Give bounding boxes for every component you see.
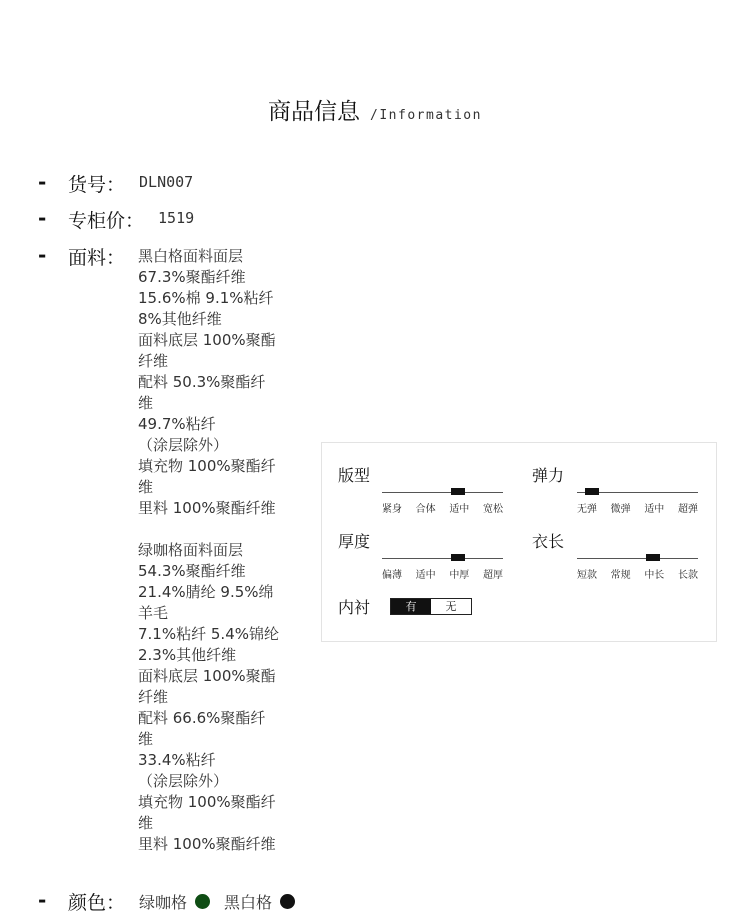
fabric-line: 纤维 [138,352,169,370]
scale-option: 适中 [449,504,470,515]
color-swatch-icon [280,894,295,909]
scale-option: 中长 [644,570,665,581]
fabric-line: 维 [138,814,154,832]
fabric-line: 21.4%腈纶 9.5%绵 [138,583,274,601]
scale-option: 短款 [577,570,597,581]
attr-elasticity-label: 弹力 [532,466,565,485]
price-value: 1519 [158,209,195,227]
fabric-line: 填充物 100%聚酯纤 [138,793,276,811]
fabric-line: 填充物 100%聚酯纤 [138,457,276,475]
fabric-line: 15.6%棉 9.1%粘纤 [138,289,274,307]
scale-option: 长款 [677,570,698,581]
fit-scale [382,470,503,515]
scale-option: 超弹 [677,504,698,515]
title-subtitle: /Information [370,108,482,123]
fabric-line: 8%其他纤维 [138,310,222,328]
color-swatch-icon [195,894,210,909]
attr-elasticity [532,463,698,513]
elasticity-scale [577,470,698,515]
fabric-line: （涂层除外） [138,436,229,454]
fabric-line: 里料 100%聚酯纤维 [138,835,276,853]
scale-option: 合体 [415,504,436,515]
fabric-line: 里料 100%聚酯纤维 [138,499,276,517]
fabric-line: 67.3%聚酯纤维 [138,268,246,286]
scale-option: 超厚 [482,570,503,581]
scale-marker-icon [451,488,465,495]
scale-option: 中厚 [449,570,470,581]
scale-option: 微弹 [610,504,631,515]
scale-option: 宽松 [482,504,503,515]
scale-option: 无弹 [577,504,597,515]
lining-option: 有 [391,599,431,614]
scale-options [577,500,698,515]
thickness-scale [382,536,503,581]
attr-lining-label: 内衬 [338,598,371,617]
fabric-line: 配料 66.6%聚酯纤 [138,709,266,727]
fabric-line: 54.3%聚酯纤维 [138,562,246,580]
fabric-line: 纤维 [138,688,169,706]
fabric-line: 面料底层 100%聚酯 [138,667,276,685]
scale-options [577,566,698,581]
fabric-composition-list [138,246,308,855]
fabric-line: 2.3%其他纤维 [138,646,237,664]
attr-lining [338,595,472,618]
scale-option: 适中 [644,504,665,515]
color-row [38,888,309,915]
sku-row [38,170,193,197]
fabric-line: 面料底层 100%聚酯 [138,331,276,349]
fabric-line: 黑白格面料面层 [138,247,244,265]
fabric-line: 配料 50.3%聚酯纤 [138,373,266,391]
fabric-line: 49.7%粘纤 [138,415,216,433]
attr-length-label: 衣长 [532,532,565,551]
scale-option: 适中 [415,570,436,581]
attr-length [532,529,698,579]
fabric-line: 维 [138,730,154,748]
attr-fit [338,463,503,513]
scale-option: 偏薄 [382,570,402,581]
fabric-row [38,243,139,270]
scale-marker-icon [451,554,465,561]
fabric-line: 绿咖格面料面层 [138,541,244,559]
lining-option: 无 [431,599,471,614]
color-name: 绿咖格 [139,893,188,912]
bullet-dash: - [38,206,47,230]
scale-options [382,566,503,581]
fabric-line: 维 [138,478,154,496]
color-name: 黑白格 [224,893,273,912]
attributes-panel [321,442,717,642]
scale-option: 紧身 [382,504,402,515]
scale-marker-icon [646,554,660,561]
price-row [38,206,194,233]
section-title [0,93,750,126]
scale-option: 常规 [610,570,631,581]
sku-value: DLN007 [139,173,194,191]
fabric-label: 面料： [68,247,126,269]
lining-toggle [390,598,472,615]
attr-thickness [338,529,503,579]
bullet-dash: - [38,243,47,267]
scale-track [382,492,503,493]
sku-label: 货号： [68,174,126,196]
fabric-line: 33.4%粘纤 [138,751,216,769]
fabric-line: 7.1%粘纤 5.4%锦纶 [138,625,279,643]
attr-fit-label: 版型 [338,466,371,485]
bullet-dash: - [38,170,47,194]
title-text: 商品信息 [268,99,361,125]
color-label: 颜色： [68,892,126,914]
scale-track [577,558,698,559]
price-label: 专柜价： [68,210,145,232]
length-scale [577,536,698,581]
fabric-line: （涂层除外） [138,772,229,790]
scale-marker-icon [585,488,599,495]
fabric-spacer [138,519,308,540]
fabric-line: 羊毛 [138,604,169,622]
fabric-line: 维 [138,394,154,412]
bullet-dash: - [38,888,47,912]
scale-options [382,500,503,515]
scale-track [382,558,503,559]
color-options [139,888,309,913]
attr-thickness-label: 厚度 [338,532,371,551]
